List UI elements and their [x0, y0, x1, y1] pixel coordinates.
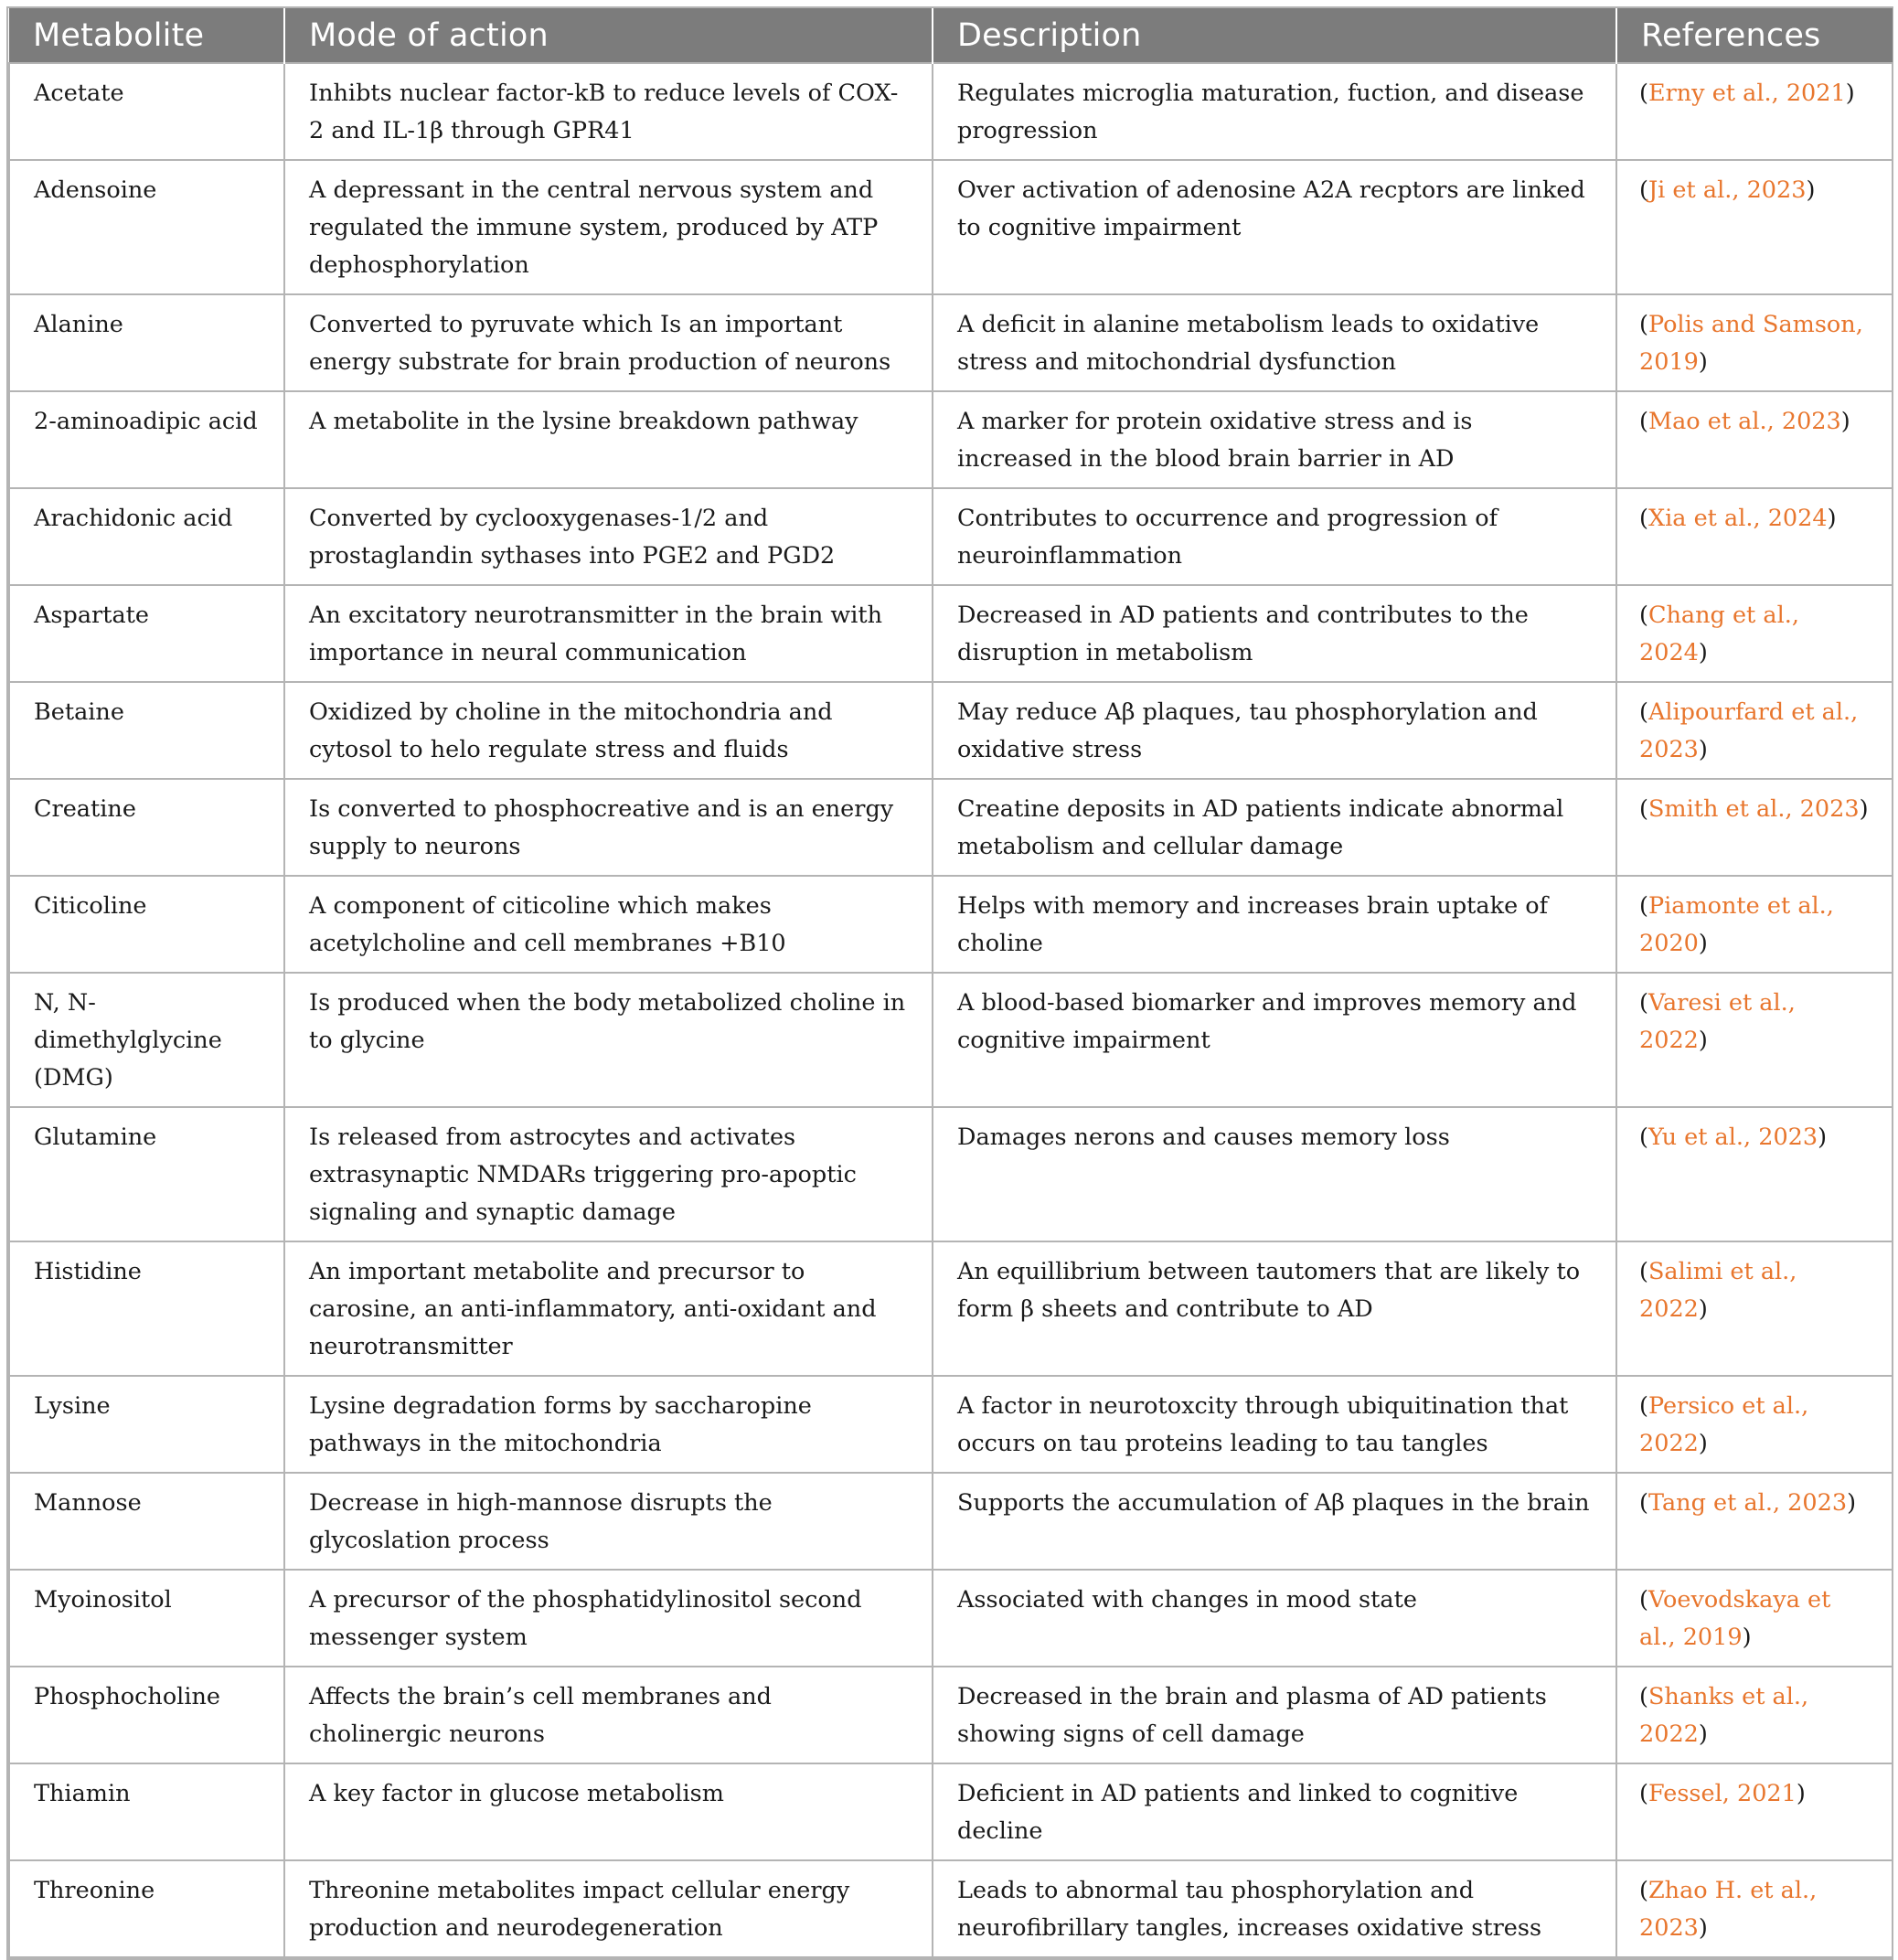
- header-references: References: [1616, 8, 1893, 63]
- reference-close-paren: ): [1698, 930, 1708, 957]
- mode-of-action-cell: Converted by cyclooxygenases-1/2 and prostaglandin sythases into PGE2 and PGD2: [284, 488, 933, 585]
- table-row: [9, 876, 1893, 973]
- table-row: [9, 779, 1893, 876]
- reference-year-link[interactable]: 2021: [1736, 1780, 1797, 1807]
- description-cell: Associated with changes in mood state: [933, 1570, 1616, 1667]
- table-row: [9, 1860, 1893, 1957]
- reference-open-paren: (: [1639, 1258, 1648, 1285]
- metabolite-cell: N, N-dimethylglycine (DMG): [9, 973, 284, 1107]
- table-row: [9, 63, 1893, 160]
- reference-cell: [1616, 1860, 1893, 1957]
- reference-cell: [1616, 1376, 1893, 1473]
- reference-close-paren: ): [1806, 176, 1816, 204]
- reference-authors-link[interactable]: Voevodskaya et al.,: [1639, 1586, 1831, 1651]
- reference-open-paren: (: [1639, 989, 1648, 1017]
- reference-open-paren: (: [1639, 1124, 1648, 1151]
- table-row: [9, 160, 1893, 294]
- reference-year-link[interactable]: 2022: [1639, 1295, 1699, 1323]
- reference-year-link[interactable]: 2023: [1639, 736, 1699, 763]
- reference-cell: [1616, 488, 1893, 585]
- mode-of-action-cell: Threonine metabolites impact cellular energy production and neurodegeneration: [284, 1860, 933, 1957]
- reference-open-paren: (: [1639, 1683, 1648, 1710]
- reference-open-paren: (: [1639, 1877, 1648, 1904]
- mode-of-action-cell: A precursor of the phosphatidylinositol second messenger system: [284, 1570, 933, 1667]
- metabolite-cell: Arachidonic acid: [9, 488, 284, 585]
- reference-close-paren: ): [1698, 1914, 1708, 1942]
- reference-open-paren: (: [1639, 505, 1648, 532]
- reference-cell: [1616, 63, 1893, 160]
- metabolite-cell: Creatine: [9, 779, 284, 876]
- description-cell: A deficit in alanine metabolism leads to oxidative stress and mitochondrial dysfunction: [933, 294, 1616, 391]
- reference-close-paren: ): [1796, 1780, 1806, 1807]
- reference-cell: [1616, 1667, 1893, 1763]
- table-row: [9, 1107, 1893, 1241]
- metabolite-cell: Glutamine: [9, 1107, 284, 1241]
- reference-close-paren: ): [1840, 408, 1850, 435]
- header-row: [9, 8, 1893, 63]
- table-row: [9, 1473, 1893, 1570]
- metabolite-cell: Betaine: [9, 682, 284, 779]
- reference-authors-link[interactable]: Tang et al.,: [1647, 1489, 1781, 1517]
- reference-authors-link[interactable]: Ji et al.,: [1647, 176, 1740, 204]
- reference-close-paren: ): [1742, 1624, 1752, 1651]
- reference-year-link[interactable]: 2023: [1787, 1489, 1848, 1517]
- reference-cell: [1616, 1241, 1893, 1376]
- metabolite-table: [8, 8, 1893, 1958]
- table-row: [9, 488, 1893, 585]
- reference-authors-link[interactable]: Erny et al.,: [1647, 80, 1779, 107]
- table-row: [9, 294, 1893, 391]
- metabolite-cell: Histidine: [9, 1241, 284, 1376]
- reference-open-paren: (: [1639, 1586, 1648, 1614]
- reference-close-paren: ): [1847, 1489, 1857, 1517]
- reference-cell: [1616, 160, 1893, 294]
- table-row: [9, 391, 1893, 488]
- reference-authors-link[interactable]: Salimi et al.,: [1647, 1258, 1797, 1285]
- table-body: [9, 63, 1893, 1957]
- mode-of-action-cell: Inhibts nuclear factor-kB to reduce levels of COX-2 and IL-1β through GPR41: [284, 63, 933, 160]
- reference-close-paren: ): [1827, 505, 1837, 532]
- table-row: [9, 973, 1893, 1107]
- mode-of-action-cell: An excitatory neurotransmitter in the brain with importance in neural communication: [284, 585, 933, 682]
- reference-close-paren: ): [1698, 736, 1708, 763]
- metabolite-cell: Threonine: [9, 1860, 284, 1957]
- mode-of-action-cell: An important metabolite and precursor to carosine, an anti-inflammatory, anti-oxidant and neurotransmitter: [284, 1241, 933, 1376]
- reference-year-link[interactable]: 2022: [1639, 1430, 1699, 1457]
- reference-open-paren: (: [1639, 1489, 1648, 1517]
- description-cell: Helps with memory and increases brain uptake of choline: [933, 876, 1616, 973]
- description-cell: Supports the accumulation of Aβ plaques in the brain: [933, 1473, 1616, 1570]
- reference-close-paren: ): [1818, 1124, 1828, 1151]
- metabolite-cell: Lysine: [9, 1376, 284, 1473]
- reference-close-paren: ): [1698, 1720, 1708, 1748]
- reference-authors-link[interactable]: Yu et al.,: [1647, 1124, 1752, 1151]
- mode-of-action-cell: Is released from astrocytes and activates extrasynaptic NMDARs triggering pro-apoptic signaling and synaptic damage: [284, 1107, 933, 1241]
- reference-cell: [1616, 973, 1893, 1107]
- metabolite-cell: Citicoline: [9, 876, 284, 973]
- reference-cell: [1616, 1473, 1893, 1570]
- header-metabolite: Metabolite: [9, 8, 284, 63]
- reference-open-paren: (: [1639, 176, 1648, 204]
- metabolite-cell: Myoinositol: [9, 1570, 284, 1667]
- reference-close-paren: ): [1698, 348, 1708, 376]
- mode-of-action-cell: Is produced when the body metabolized choline in to glycine: [284, 973, 933, 1107]
- metabolite-cell: Mannose: [9, 1473, 284, 1570]
- reference-close-paren: ): [1698, 639, 1708, 666]
- reference-year-link[interactable]: 2023: [1799, 795, 1860, 823]
- reference-year-link[interactable]: 2022: [1639, 1027, 1699, 1054]
- description-cell: A blood-based biomarker and improves memory and cognitive impairment: [933, 973, 1616, 1107]
- reference-cell: [1616, 779, 1893, 876]
- reference-year-link[interactable]: 2023: [1781, 408, 1841, 435]
- reference-authors-link[interactable]: Chang et al.,: [1647, 602, 1799, 629]
- table-row: [9, 1376, 1893, 1473]
- reference-authors-link[interactable]: Smith et al.,: [1647, 795, 1793, 823]
- reference-cell: [1616, 1570, 1893, 1667]
- mode-of-action-cell: Converted to pyruvate which Is an important energy substrate for brain production of neurons: [284, 294, 933, 391]
- reference-close-paren: ): [1859, 795, 1869, 823]
- description-cell: Decreased in AD patients and contributes to the disruption in metabolism: [933, 585, 1616, 682]
- header-description: Description: [933, 8, 1616, 63]
- metabolite-cell: Thiamin: [9, 1763, 284, 1860]
- reference-open-paren: (: [1639, 602, 1648, 629]
- reference-authors-link[interactable]: Piamonte et al.,: [1647, 892, 1834, 920]
- metabolite-cell: Acetate: [9, 63, 284, 160]
- description-cell: Regulates microglia maturation, fuction, and disease progression: [933, 63, 1616, 160]
- reference-open-paren: (: [1639, 892, 1648, 920]
- description-cell: Leads to abnormal tau phosphorylation and neurofibrillary tangles, increases oxidative stress: [933, 1860, 1616, 1957]
- reference-open-paren: (: [1639, 1780, 1648, 1807]
- table-row: [9, 1241, 1893, 1376]
- reference-year-link[interactable]: 2023: [1639, 1914, 1699, 1942]
- reference-year-link[interactable]: 2023: [1746, 176, 1807, 204]
- reference-open-paren: (: [1639, 698, 1648, 726]
- reference-authors-link[interactable]: Shanks et al.,: [1647, 1683, 1809, 1710]
- table-row: [9, 1667, 1893, 1763]
- description-cell: Over activation of adenosine A2A recptors are linked to cognitive impairment: [933, 160, 1616, 294]
- metabolite-cell: Adensoine: [9, 160, 284, 294]
- reference-year-link[interactable]: 2020: [1639, 930, 1699, 957]
- description-cell: May reduce Aβ plaques, tau phosphorylation and oxidative stress: [933, 682, 1616, 779]
- table-row: [9, 1763, 1893, 1860]
- description-cell: Decreased in the brain and plasma of AD patients showing signs of cell damage: [933, 1667, 1616, 1763]
- description-cell: Damages nerons and causes memory loss: [933, 1107, 1616, 1241]
- reference-open-paren: (: [1639, 795, 1648, 823]
- table-row: [9, 1570, 1893, 1667]
- metabolite-cell: 2-aminoadipic acid: [9, 391, 284, 488]
- mode-of-action-cell: Lysine degradation forms by saccharopine pathways in the mitochondria: [284, 1376, 933, 1473]
- reference-authors-link[interactable]: Persico et al.,: [1647, 1392, 1809, 1420]
- table-header: [9, 8, 1893, 63]
- table-row: [9, 585, 1893, 682]
- reference-close-paren: ): [1698, 1430, 1708, 1457]
- mode-of-action-cell: Affects the brain’s cell membranes and cholinergic neurons: [284, 1667, 933, 1763]
- mode-of-action-cell: A component of citicoline which makes acetylcholine and cell membranes +B10: [284, 876, 933, 973]
- reference-cell: [1616, 294, 1893, 391]
- reference-year-link[interactable]: 2019: [1639, 348, 1699, 376]
- reference-authors-link[interactable]: Mao et al.,: [1647, 408, 1775, 435]
- metabolite-table-container: [6, 6, 1893, 1960]
- reference-authors-link[interactable]: Fessel,: [1647, 1780, 1730, 1807]
- reference-open-paren: (: [1639, 1392, 1648, 1420]
- metabolite-cell: Phosphocholine: [9, 1667, 284, 1763]
- mode-of-action-cell: Decrease in high-mannose disrupts the glycoslation process: [284, 1473, 933, 1570]
- reference-close-paren: ): [1698, 1027, 1708, 1054]
- description-cell: Contributes to occurrence and progression of neuroinflammation: [933, 488, 1616, 585]
- reference-authors-link[interactable]: Alipourfard et al.,: [1647, 698, 1859, 726]
- reference-authors-link[interactable]: Xia et al.,: [1647, 505, 1761, 532]
- reference-year-link[interactable]: 2022: [1639, 1720, 1699, 1748]
- reference-close-paren: ): [1845, 80, 1855, 107]
- mode-of-action-cell: Is converted to phosphocreative and is an energy supply to neurons: [284, 779, 933, 876]
- header-mode-of-action: Mode of action: [284, 8, 933, 63]
- reference-open-paren: (: [1639, 408, 1648, 435]
- reference-cell: [1616, 1107, 1893, 1241]
- reference-close-paren: ): [1698, 1295, 1708, 1323]
- reference-cell: [1616, 391, 1893, 488]
- reference-authors-link[interactable]: Varesi et al.,: [1647, 989, 1796, 1017]
- metabolite-cell: Aspartate: [9, 585, 284, 682]
- reference-year-link[interactable]: 2024: [1767, 505, 1828, 532]
- table-row: [9, 682, 1893, 779]
- reference-open-paren: (: [1639, 311, 1648, 338]
- description-cell: Deficient in AD patients and linked to cognitive decline: [933, 1763, 1616, 1860]
- reference-authors-link[interactable]: Zhao H. et al.,: [1647, 1877, 1818, 1904]
- description-cell: Creatine deposits in AD patients indicate abnormal metabolism and cellular damage: [933, 779, 1616, 876]
- reference-cell: [1616, 682, 1893, 779]
- mode-of-action-cell: Oxidized by choline in the mitochondria and cytosol to helo regulate stress and fluids: [284, 682, 933, 779]
- description-cell: A marker for protein oxidative stress and is increased in the blood brain barrier in AD: [933, 391, 1616, 488]
- mode-of-action-cell: A metabolite in the lysine breakdown pathway: [284, 391, 933, 488]
- reference-open-paren: (: [1639, 80, 1648, 107]
- reference-year-link[interactable]: 2023: [1758, 1124, 1818, 1151]
- reference-year-link[interactable]: 2019: [1682, 1624, 1743, 1651]
- description-cell: A factor in neurotoxcity through ubiquitination that occurs on tau proteins leading to tau tangles: [933, 1376, 1616, 1473]
- reference-cell: [1616, 585, 1893, 682]
- mode-of-action-cell: A key factor in glucose metabolism: [284, 1763, 933, 1860]
- reference-year-link[interactable]: 2024: [1639, 639, 1699, 666]
- reference-authors-link[interactable]: Polis and Samson,: [1647, 311, 1863, 338]
- reference-cell: [1616, 1763, 1893, 1860]
- mode-of-action-cell: A depressant in the central nervous system and regulated the immune system, produced by ATP dephosphorylation: [284, 160, 933, 294]
- metabolite-cell: Alanine: [9, 294, 284, 391]
- reference-cell: [1616, 876, 1893, 973]
- reference-year-link[interactable]: 2021: [1786, 80, 1846, 107]
- description-cell: An equillibrium between tautomers that are likely to form β sheets and contribute to AD: [933, 1241, 1616, 1376]
